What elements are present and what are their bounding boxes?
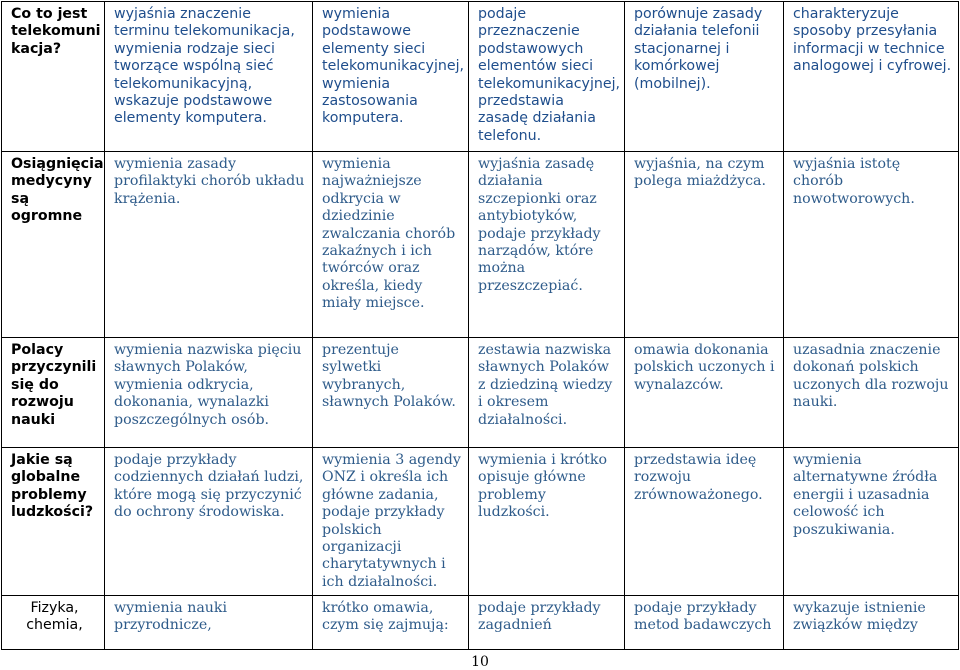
requirement-cell: wymienia alternatywne źródła energii i uzasadnia celowość ich poszukiwania. xyxy=(784,448,959,596)
requirement-cell: porównuje zasady działania telefonii stacjonarnej i komórkowej (mobilnej). xyxy=(625,2,784,152)
requirement-cell: wymienia podstawowe elementy sieci telekomunikacyjnej, wymienia zastosowania komputera. xyxy=(313,2,469,152)
topic-cell: Jakie są globalne problemy ludzkości? xyxy=(2,448,105,596)
requirement-cell: wymienia nauki przyrodnicze, xyxy=(105,596,313,650)
requirement-cell: wyjaśnia, na czym polega miażdżyca. xyxy=(625,152,784,338)
requirement-cell: prezentuje sylwetki wybranych, sławnych Polaków. xyxy=(313,338,469,448)
table-row xyxy=(2,2,959,152)
requirement-cell: uzasadnia znaczenie dokonań polskich uczonych dla rozwoju nauki. xyxy=(784,338,959,448)
topic-cell: Polacy przyczynili się do rozwoju nauki xyxy=(2,338,105,448)
requirement-cell: wymienia zasady profilaktyki chorób układu krążenia. xyxy=(105,152,313,338)
requirement-cell: przedstawia ideę rozwoju zrównoważonego. xyxy=(625,448,784,596)
topic-cell: Co to jest telekomuni kacja? xyxy=(2,2,105,152)
requirement-cell: wyjaśnia zasadę działania szczepionki oraz antybiotyków, podaje przykłady narządów, które można przeszczepiać. xyxy=(469,152,625,338)
requirement-cell: wymienia 3 agendy ONZ i określa ich główne zadania, podaje przykłady polskich organizacji charytatywnych i ich działalności. xyxy=(313,448,469,596)
table-row xyxy=(2,596,959,650)
requirement-cell: wymienia i krótko opisuje główne problemy ludzkości. xyxy=(469,448,625,596)
table-row xyxy=(2,448,959,596)
requirement-cell: zestawia nazwiska sławnych Polaków z dziedziną wiedzy i okresem działalności. xyxy=(469,338,625,448)
requirement-cell: wyjaśnia znaczenie terminu telekomunikacja, wymienia rodzaje sieci tworzące wspólną sieć telekomunikacyjną, wskazuje podstawowe elementy komputera. xyxy=(105,2,313,152)
page-number: 10 xyxy=(471,654,489,670)
requirement-cell: charakteryzuje sposoby przesyłania informacji w technice analogowej i cyfrowej. xyxy=(784,2,959,152)
requirement-cell: podaje przykłady codziennych działań ludzi, które mogą się przyczynić do ochrony środowiska. xyxy=(105,448,313,596)
requirement-cell: podaje przykłady zagadnień xyxy=(469,596,625,650)
requirement-cell: wyjaśnia istotę chorób nowotworowych. xyxy=(784,152,959,338)
topic-cell: Osiągnięcia medycyny są ogromne xyxy=(2,152,105,338)
requirement-cell: wymienia najważniejsze odkrycia w dziedzinie zwalczania chorób zakaźnych i ich twórców oraz określa, kiedy miały miejsce. xyxy=(313,152,469,338)
table-row xyxy=(2,338,959,448)
requirement-cell: omawia dokonania polskich uczonych i wynalazców. xyxy=(625,338,784,448)
requirement-cell: podaje przykłady metod badawczych xyxy=(625,596,784,650)
requirement-cell: wymienia nazwiska pięciu sławnych Polaków, wymienia odkrycia, dokonania, wynalazki poszczególnych osób. xyxy=(105,338,313,448)
requirement-cell: podaje przeznaczenie podstawowych elementów sieci telekomunikacyjnej, przedstawia zasadę działania telefonu. xyxy=(469,2,625,152)
requirement-cell: krótko omawia, czym się zajmują: xyxy=(313,596,469,650)
requirement-cell: wykazuje istnienie związków między xyxy=(784,596,959,650)
table-row xyxy=(2,152,959,338)
topic-cell: Fizyka, chemia, xyxy=(2,596,105,650)
requirements-table xyxy=(1,1,959,650)
